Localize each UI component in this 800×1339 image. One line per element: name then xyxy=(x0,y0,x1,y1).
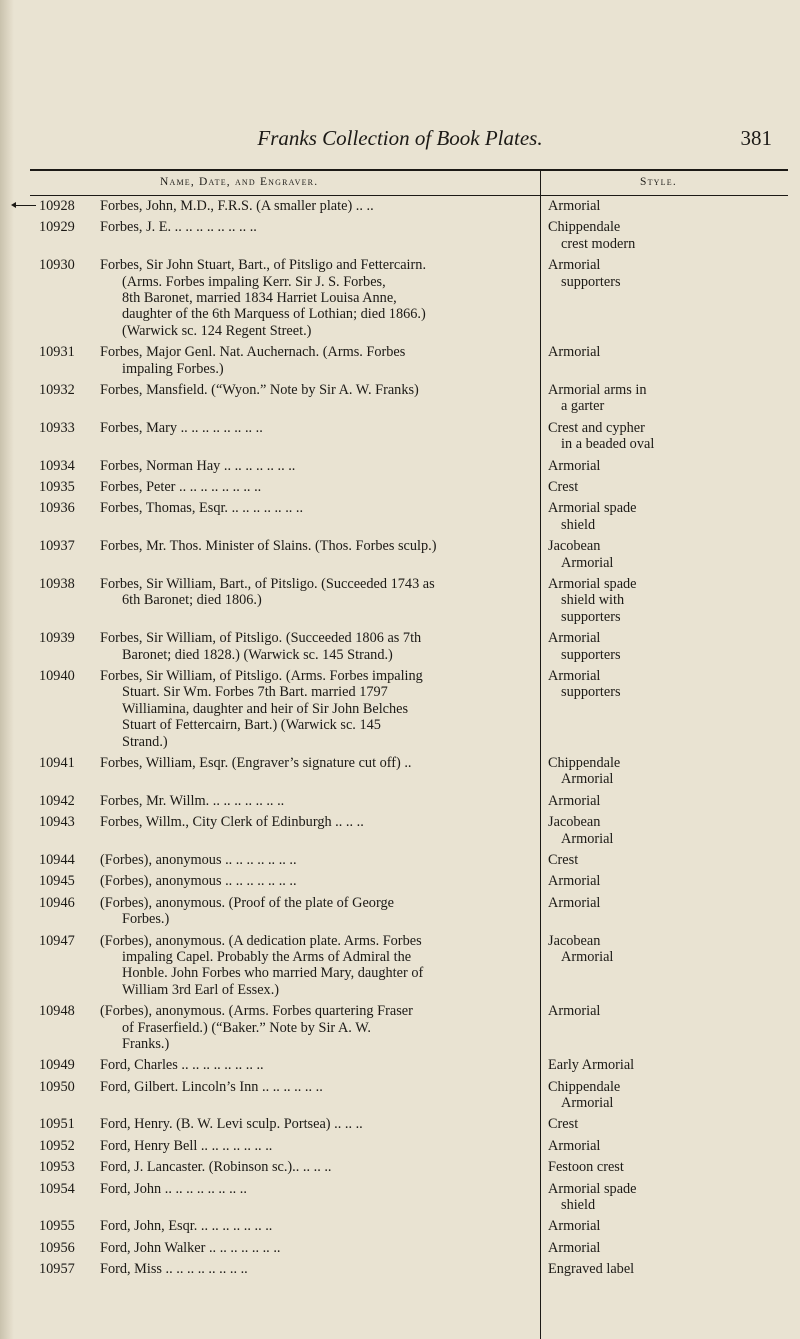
entry-style xyxy=(548,1079,788,1112)
entry-style-line: supporters xyxy=(561,608,621,625)
entry-style xyxy=(548,219,788,252)
entry-number: 10956 xyxy=(39,1239,75,1256)
entry-style-line: Armorial arms in xyxy=(548,381,647,398)
entry-number: 10940 xyxy=(39,667,75,684)
entry-name-line: Forbes.) xyxy=(122,911,170,928)
entry-name-line: Forbes, Mr. Willm. .. .. .. .. .. .. .. xyxy=(100,792,285,809)
entry-style xyxy=(548,420,788,453)
catalogue-entry xyxy=(0,382,800,420)
entry-style xyxy=(548,198,788,214)
entry-name-line: Ford, J. Lancaster. (Robinson sc.).. .. .. .. xyxy=(100,1159,332,1176)
entry-name-line: Forbes, William, Esqr. (Engraver’s signature cut off) .. xyxy=(100,754,412,771)
entry-number: 10930 xyxy=(39,257,75,274)
catalogue-entry xyxy=(0,895,800,933)
entry-name-line: (Forbes), anonymous .. .. .. .. .. .. .. xyxy=(100,873,297,890)
entry-number: 10951 xyxy=(39,1116,75,1133)
catalogue-entry xyxy=(0,1116,800,1137)
catalogue-entry xyxy=(0,630,800,668)
entry-name-line: Forbes, J. E. .. .. .. .. .. .. .. .. xyxy=(100,219,257,236)
entry-style xyxy=(548,1057,788,1073)
entry-style xyxy=(548,458,788,474)
entry-number: 10932 xyxy=(39,381,75,398)
entry-style-line: Early Armorial xyxy=(548,1057,635,1074)
catalogue-entry xyxy=(0,1261,800,1282)
catalogue-entry xyxy=(0,219,800,257)
entry-style xyxy=(548,873,788,889)
entry-style xyxy=(548,895,788,911)
entry-style-line: Armorial spade xyxy=(548,1180,637,1197)
entry-name-line: Forbes, Major Genl. Nat. Auchernach. (Arms. Forbes xyxy=(100,344,406,361)
catalogue-entry xyxy=(0,873,800,894)
entry-style-line: Jacobean xyxy=(548,814,601,831)
entry-name xyxy=(100,1116,506,1132)
entry-name-line: Ford, Henry. (B. W. Levi sculp. Portsea) .. .. .. xyxy=(100,1116,363,1133)
running-head xyxy=(0,126,800,156)
entry-style xyxy=(548,852,788,868)
entry-name-line: Ford, Miss .. .. .. .. .. .. .. .. xyxy=(100,1261,248,1278)
entry-name xyxy=(100,933,506,999)
entry-style-line: Chippendale xyxy=(548,1078,621,1095)
entry-name xyxy=(100,257,506,339)
entry-style-line: Armorial xyxy=(548,1137,601,1154)
entry-name-line: (Forbes), anonymous. (A dedication plate. Arms. Forbes xyxy=(100,932,422,949)
catalogue-entry xyxy=(0,458,800,479)
catalogue-entry xyxy=(0,1138,800,1159)
entry-style xyxy=(548,1240,788,1256)
entry-name-line: Forbes, Mansfield. (“Wyon.” Note by Sir A. W. Franks) xyxy=(100,381,419,398)
entry-style-line: Crest xyxy=(548,478,579,495)
entry-number: 10936 xyxy=(39,500,75,517)
entry-name-line: Forbes, Norman Hay .. .. .. .. .. .. .. xyxy=(100,457,296,474)
entry-name-line: 6th Baronet; died 1806.) xyxy=(122,592,262,609)
entry-style xyxy=(548,933,788,966)
entry-style-line: supporters xyxy=(561,646,621,663)
entry-name xyxy=(100,344,506,377)
entry-name-line: Forbes, Peter .. .. .. .. .. .. .. .. xyxy=(100,478,262,495)
entry-name-line: impaling Forbes.) xyxy=(122,360,224,377)
entry-name xyxy=(100,219,506,235)
entry-style xyxy=(548,382,788,415)
entry-style xyxy=(548,538,788,571)
entry-name-line: (Forbes), anonymous. (Proof of the plate of George xyxy=(100,894,394,911)
entry-number: 10935 xyxy=(39,478,75,495)
entry-style-line: in a beaded oval xyxy=(561,436,655,453)
entry-style-line: Armorial xyxy=(561,554,614,571)
entry-style-line: Armorial xyxy=(548,257,601,274)
entry-name-line: Forbes, Sir William, of Pitsligo. (Succeeded 1806 as 7th xyxy=(100,630,422,647)
entry-name xyxy=(100,500,506,516)
entry-style-line: Crest and cypher xyxy=(548,419,645,436)
entry-style xyxy=(548,1181,788,1214)
entry-name-line: Forbes, Sir William, of Pitsligo. (Arms. Forbes impaling xyxy=(100,667,423,684)
entry-style xyxy=(548,1116,788,1132)
entry-name-line: Ford, Gilbert. Lincoln’s Inn .. .. .. .. .. .. xyxy=(100,1078,323,1095)
entry-name-line: Ford, Henry Bell .. .. .. .. .. .. .. xyxy=(100,1137,273,1154)
entry-name xyxy=(100,1079,506,1095)
entry-style xyxy=(548,1003,788,1019)
entry-name xyxy=(100,1261,506,1277)
entry-number: 10941 xyxy=(39,754,75,771)
catalogue-entry xyxy=(0,755,800,793)
entry-name xyxy=(100,1218,506,1234)
entry-number: 10947 xyxy=(39,932,75,949)
entry-name xyxy=(100,1057,506,1073)
catalogue-entry xyxy=(0,933,800,1004)
entry-style-line: Armorial xyxy=(548,667,601,684)
catalogue-entry xyxy=(0,1003,800,1057)
entry-style-line: Armorial xyxy=(548,873,601,890)
entry-style-line: Armorial xyxy=(548,198,601,214)
entry-style-line: Armorial xyxy=(561,948,614,965)
entry-style-line: Crest xyxy=(548,1116,579,1133)
entry-number: 10938 xyxy=(39,575,75,592)
page-title: Franks Collection of Book Plates. xyxy=(257,126,543,150)
entry-style-line: Armorial xyxy=(561,830,614,847)
entry-number: 10948 xyxy=(39,1003,75,1020)
entry-style xyxy=(548,257,788,290)
entry-number: 10937 xyxy=(39,538,75,555)
entry-name xyxy=(100,814,506,830)
entry-name-line: 8th Baronet, married 1834 Harriet Louisa Anne, xyxy=(122,290,397,306)
entry-style xyxy=(548,1159,788,1175)
entry-style-line: Armorial xyxy=(548,894,601,911)
catalogue-entry xyxy=(0,814,800,852)
entry-style-line: Armorial spade xyxy=(548,575,637,592)
entry-style xyxy=(548,1138,788,1154)
catalogue-entry xyxy=(0,1181,800,1219)
entry-style xyxy=(548,668,788,701)
entry-number: 10933 xyxy=(39,419,75,436)
catalogue-entry xyxy=(0,538,800,576)
column-header-name: Name, Date, and Engraver. xyxy=(160,176,319,188)
catalogue-entry xyxy=(0,198,800,219)
entry-style xyxy=(548,344,788,360)
catalogue-entry xyxy=(0,1218,800,1239)
entry-style xyxy=(548,630,788,663)
catalogue-entry xyxy=(0,500,800,538)
entry-name xyxy=(100,873,506,889)
entry-style-line: Jacobean xyxy=(548,932,601,949)
entry-name-line: Ford, John .. .. .. .. .. .. .. .. xyxy=(100,1180,247,1197)
entry-name-line: Forbes, Mr. Thos. Minister of Slains. (Thos. Forbes sculp.) xyxy=(100,538,437,555)
entry-number: 10952 xyxy=(39,1137,75,1154)
page-number: 381 xyxy=(740,126,772,150)
entry-name-line: of Fraserfield.) (“Baker.” Note by Sir A. W. xyxy=(122,1019,371,1036)
catalogue-entry xyxy=(0,576,800,630)
entry-number: 10929 xyxy=(39,219,75,236)
entry-number: 10931 xyxy=(39,344,75,361)
pointer-arrow-icon xyxy=(14,205,36,206)
entry-name-line: Forbes, Willm., City Clerk of Edinburgh .. .. .. xyxy=(100,814,364,831)
entry-name xyxy=(100,538,506,554)
entry-style xyxy=(548,755,788,788)
catalogue-entry xyxy=(0,344,800,382)
entry-style xyxy=(548,793,788,809)
entry-style-line: Armorial xyxy=(548,1239,601,1256)
entry-style-line: Armorial spade xyxy=(548,500,637,517)
entry-style-line: Crest xyxy=(548,851,579,868)
entry-style xyxy=(548,576,788,625)
catalogue-entry xyxy=(0,1240,800,1261)
entry-style-line: Armorial xyxy=(548,344,601,361)
entry-name-line: Forbes, John, M.D., F.R.S. (A smaller plate) .. .. xyxy=(100,198,374,214)
entry-name-line: Franks.) xyxy=(122,1035,170,1052)
entry-name-line: William 3rd Earl of Essex.) xyxy=(122,981,280,998)
entry-style-line: Armorial xyxy=(561,771,614,788)
catalogue-entry xyxy=(0,420,800,458)
catalogue-entry xyxy=(0,668,800,755)
entry-style-line: Armorial xyxy=(548,457,601,474)
entry-name xyxy=(100,576,506,609)
entry-style-line: Festoon crest xyxy=(548,1159,624,1176)
entry-style-line: supporters xyxy=(561,273,621,290)
entry-number: 10944 xyxy=(39,851,75,868)
entry-name-line: (Forbes), anonymous .. .. .. .. .. .. .. xyxy=(100,851,297,868)
entry-number: 10945 xyxy=(39,873,75,890)
entry-name-line: Strand.) xyxy=(122,733,168,750)
entry-name-line: Ford, Charles .. .. .. .. .. .. .. .. xyxy=(100,1057,264,1074)
catalogue-entry xyxy=(0,1159,800,1180)
entry-number: 10946 xyxy=(39,894,75,911)
entry-style xyxy=(548,814,788,847)
entry-name-line: Forbes, Thomas, Esqr. .. .. .. .. .. .. .. xyxy=(100,500,304,517)
entry-number: 10949 xyxy=(39,1057,75,1074)
entry-number: 10955 xyxy=(39,1218,75,1235)
entry-name-line: (Forbes), anonymous. (Arms. Forbes quartering Fraser xyxy=(100,1003,413,1020)
entry-style-line: crest modern xyxy=(561,235,636,252)
entry-name xyxy=(100,793,506,809)
top-rule xyxy=(30,169,788,171)
entry-name xyxy=(100,1240,506,1256)
entry-number: 10939 xyxy=(39,630,75,647)
entry-name xyxy=(100,198,506,214)
entry-name xyxy=(100,895,506,928)
catalogue-entry xyxy=(0,257,800,344)
entry-number: 10942 xyxy=(39,792,75,809)
entry-style-line: Armorial xyxy=(548,1003,601,1020)
entry-name xyxy=(100,479,506,495)
entry-style-line: shield xyxy=(561,1197,596,1214)
entry-name xyxy=(100,630,506,663)
entry-name xyxy=(100,852,506,868)
entry-number: 10950 xyxy=(39,1078,75,1095)
entry-name-line: Stuart of Fettercairn, Bart.) (Warwick sc. 145 xyxy=(122,717,381,734)
entry-name-line: Ford, John, Esqr. .. .. .. .. .. .. .. xyxy=(100,1218,273,1235)
entry-name-line: Forbes, Mary .. .. .. .. .. .. .. .. xyxy=(100,419,263,436)
catalogue-entry xyxy=(0,479,800,500)
entry-style xyxy=(548,500,788,533)
entry-name-line: Forbes, Sir John Stuart, Bart., of Pitsligo and Fettercairn. xyxy=(100,257,427,274)
entry-number: 10934 xyxy=(39,457,75,474)
entry-style-line: supporters xyxy=(561,684,621,701)
entry-style-line: shield with xyxy=(561,592,625,609)
entry-number: 10957 xyxy=(39,1261,75,1278)
entry-style-line: Chippendale xyxy=(548,219,621,236)
column-header-style: Style. xyxy=(640,176,677,188)
entry-name xyxy=(100,1181,506,1197)
entry-name-line: Baronet; died 1828.) (Warwick sc. 145 Strand.) xyxy=(122,646,393,663)
entry-name-line: impaling Capel. Probably the Arms of Admiral the xyxy=(122,948,412,965)
entry-name-line: (Warwick sc. 124 Regent Street.) xyxy=(122,322,312,339)
entry-name xyxy=(100,1159,506,1175)
entry-style-line: Chippendale xyxy=(548,754,621,771)
entry-name xyxy=(100,755,506,771)
entry-number: 10954 xyxy=(39,1180,75,1197)
catalogue-entry xyxy=(0,852,800,873)
catalogue-entry xyxy=(0,793,800,814)
entry-name-line: (Arms. Forbes impaling Kerr. Sir J. S. Forbes, xyxy=(122,273,386,290)
entry-style-line: a garter xyxy=(561,398,605,415)
entry-style-line: Jacobean xyxy=(548,538,601,555)
entry-name xyxy=(100,382,506,398)
entry-name xyxy=(100,1003,506,1052)
entry-number: 10943 xyxy=(39,814,75,831)
entry-style-line: Armorial xyxy=(548,630,601,647)
entry-name-line: daughter of the 6th Marquess of Lothian; died 1866.) xyxy=(122,306,426,323)
entry-name-line: Honble. John Forbes who married Mary, daughter of xyxy=(122,965,424,982)
entry-number: 10953 xyxy=(39,1159,75,1176)
catalogue-entries xyxy=(0,198,800,1283)
catalogue-entry xyxy=(0,1057,800,1078)
entry-name-line: Forbes, Sir William, Bart., of Pitsligo. (Succeeded 1743 as xyxy=(100,575,435,592)
entry-style xyxy=(548,1261,788,1277)
entry-name xyxy=(100,458,506,474)
entry-style xyxy=(548,1218,788,1234)
entry-number: 10928 xyxy=(39,198,75,214)
catalogue-entry xyxy=(0,1079,800,1117)
entry-name xyxy=(100,420,506,436)
entry-style-line: Armorial xyxy=(548,1218,601,1235)
entry-style-line: Engraved label xyxy=(548,1261,635,1278)
entry-style xyxy=(548,479,788,495)
entry-name-line: Stuart. Sir Wm. Forbes 7th Bart. married 1797 xyxy=(122,684,388,701)
column-head-rule xyxy=(30,195,788,196)
entry-name-line: Ford, John Walker .. .. .. .. .. .. .. xyxy=(100,1239,281,1256)
entry-style-line: Armorial xyxy=(561,1095,614,1112)
entry-style-line: shield xyxy=(561,516,596,533)
entry-style-line: Armorial xyxy=(548,792,601,809)
entry-name xyxy=(100,668,506,750)
entry-name-line: Williamina, daughter and heir of Sir John Belches xyxy=(122,700,409,717)
entry-name xyxy=(100,1138,506,1154)
